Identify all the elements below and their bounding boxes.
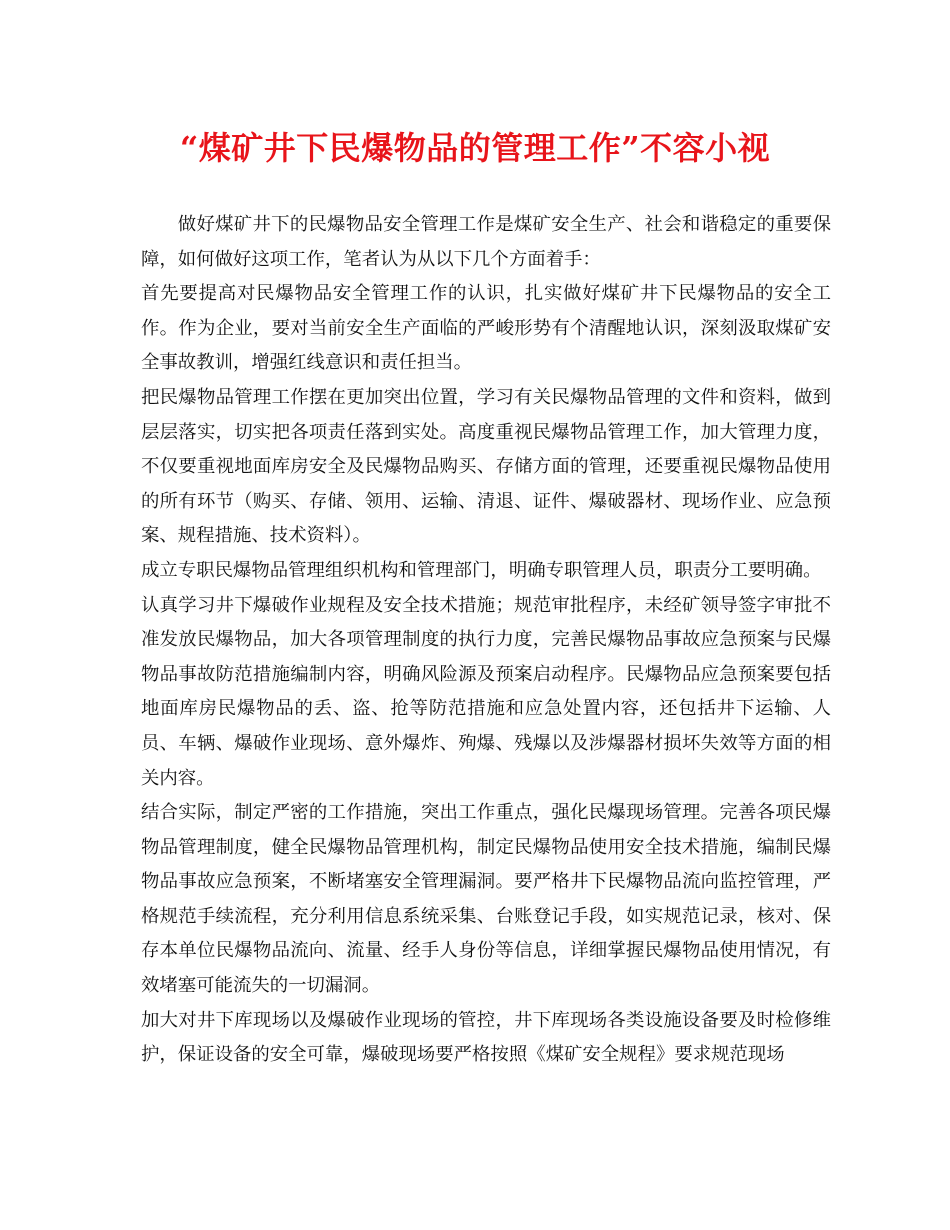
document-body bbox=[141, 208, 831, 1073]
paragraph-site-control: 加大对井下库现场以及爆破作业现场的管控，井下库现场各类设施设备要及时检修维护，保证设备的安全可靠，爆破现场要严格按照《煤矿安全规程》要求规范现场 bbox=[141, 1009, 831, 1066]
paragraph-procedures: 认真学习井下爆破作业规程及安全技术措施；规范审批程序，未经矿领导签字审批不准发放民爆物品，加大各项管理制度的执行力度，完善民爆物品事故应急预案与民爆物品事故防范措施编制内容，明确风险源及预案启动程序。民爆物品应急预案要包括地面库房民爆物品的丢、盗、抢等防范措施和应急处置内容，还包括井下运输、人员、车辆、爆破作业现场、意外爆炸、殉爆、残爆以及涉爆器材损坏失效等方面的相关内容。 bbox=[141, 594, 831, 789]
paragraph-intro: 做好煤矿井下的民爆物品安全管理工作是煤矿安全生产、社会和谐稳定的重要保障，如何做好这项工作，笔者认为从以下几个方面着手： bbox=[141, 214, 831, 270]
paragraph-priority: 把民爆物品管理工作摆在更加突出位置，学习有关民爆物品管理的文件和资料，做到层层落实，切实把各项责任落到实处。高度重视民爆物品管理工作，加大管理力度，不仅要重视地面库房安全及民爆物品购买、存储方面的管理，还要重视民爆物品使用的所有环节（购买、存储、领用、运输、清退、证件、爆破器材、现场作业、应急预案、规程措施、技术资料）。 bbox=[141, 386, 831, 547]
document-title: “煤矿井下民爆物品的管理工作”不容小视 bbox=[179, 129, 771, 167]
paragraph-awareness: 首先要提高对民爆物品安全管理工作的认识，扎实做好煤矿井下民爆物品的安全工作。作为企业，要对当前安全生产面临的严峻形势有个清醒地认识，深刻汲取煤矿安全事故教训，增强红线意识和责任担当。 bbox=[141, 283, 831, 374]
paragraph-organization: 成立专职民爆物品管理组织机构和管理部门，明确专职管理人员，职责分工要明确。 bbox=[141, 559, 822, 581]
paragraph-measures: 结合实际，制定严密的工作措施，突出工作重点，强化民爆现场管理。完善各项民爆物品管理制度，健全民爆物品管理机构，制定民爆物品使用安全技术措施，编制民爆物品事故应急预案，不断堵塞安全管理漏洞。要严格井下民爆物品流向监控管理，严格规范手续流程，充分利用信息系统采集、台账登记手段，如实规范记录，核对、保存本单位民爆物品流向、流量、经手人身份等信息，详细掌握民爆物品使用情况，有效堵塞可能流失的一切漏洞。 bbox=[141, 802, 831, 997]
